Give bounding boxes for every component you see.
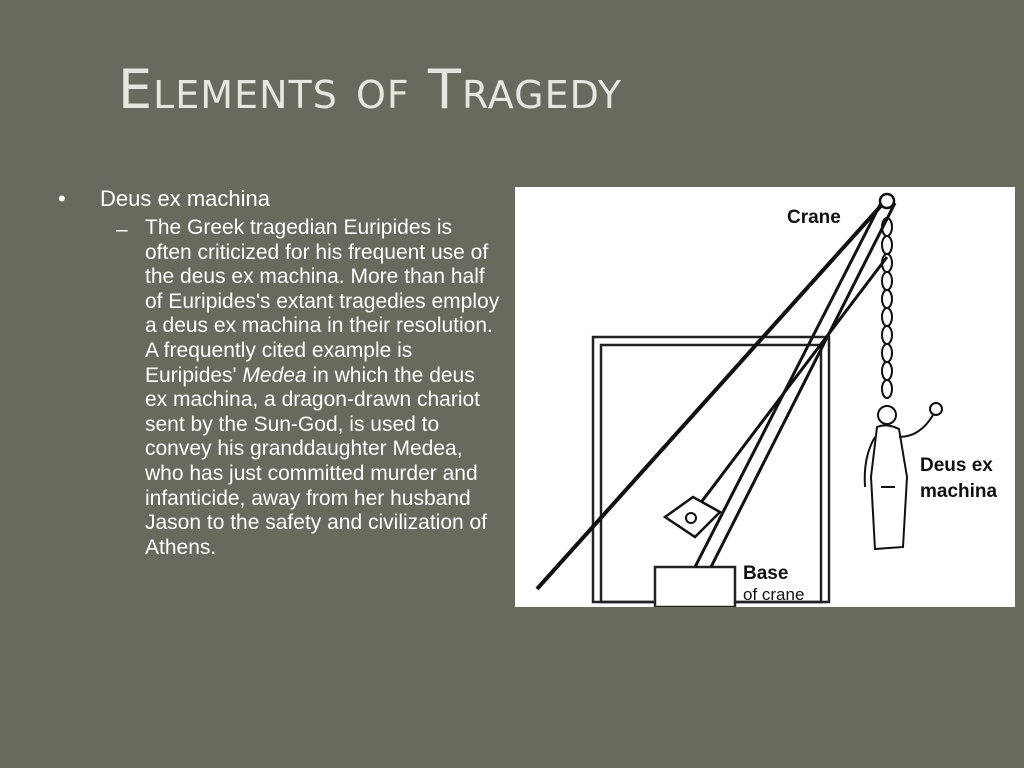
sub-bullet-paragraph: [145, 216, 501, 560]
crane-boom: [695, 199, 895, 567]
crane-diagram: [515, 187, 1015, 607]
bullet-text: Deus ex machina: [100, 186, 270, 211]
dash-icon: –: [116, 218, 128, 241]
medea-italic: Medea: [242, 363, 307, 387]
hanging-chain: [882, 218, 892, 398]
label-base-line2: of crane: [743, 585, 805, 604]
label-deus-line2: machina: [920, 481, 998, 502]
label-deus-line1: Deus ex: [920, 455, 993, 476]
paragraph-text-part2: in which the deus ex machina, a dragon-drawn chariot sent by the Sun-God, is used to convey his granddaughter Medea, who has just committed murder and infanticide, away from her husband Jason to the safety and civilization of Athens.: [145, 363, 488, 559]
top-pulley: [880, 194, 894, 208]
crane-base: [655, 567, 735, 607]
crane-illustration: [515, 187, 1015, 607]
deus-ex-machina-figure: [865, 403, 942, 549]
slide-title: Elements of Tragedy: [118, 58, 622, 121]
label-base-line1: Base: [743, 563, 789, 584]
paragraph-text-part1: The Greek tragedian Euripides is often criticized for his frequent use of the deus ex machina. More than half of Euripides's extant tragedies employ a deus ex machina in their resolution. A frequently cited example is Euripides': [145, 216, 500, 387]
label-crane: Crane: [787, 207, 841, 228]
bullet-dot-icon: •: [58, 186, 66, 211]
